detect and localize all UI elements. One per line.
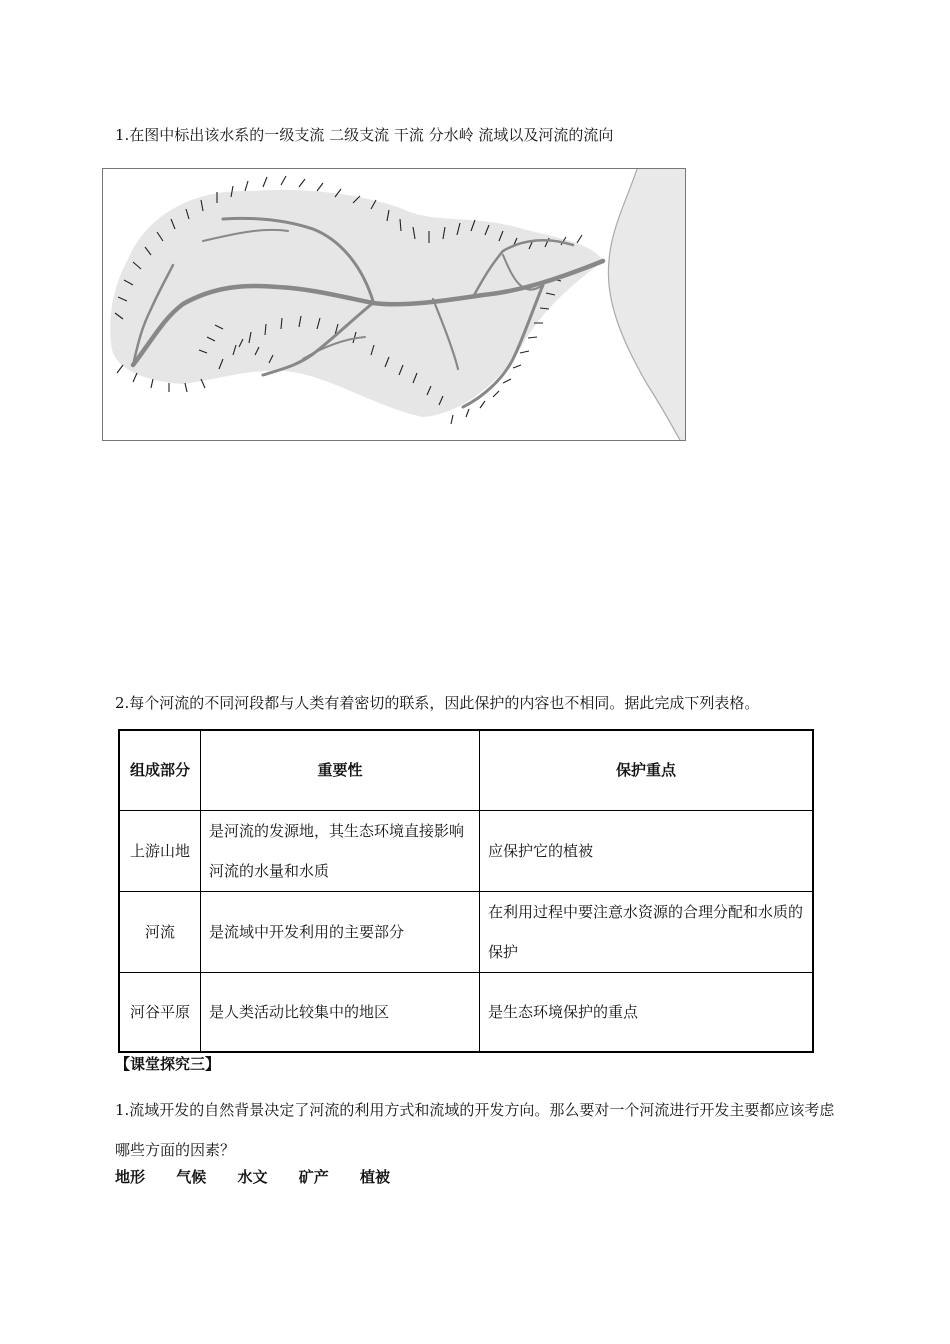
question-3: 1.流域开发的自然背景决定了河流的利用方式和流域的开发方向。那么要对一个河流进行开发主要都应该考虑哪些方面的因素？ [115,1101,835,1159]
factor-list [115,1166,416,1187]
table-cell: 是人类活动比较集中的地区 [201,972,480,1052]
table-cell: 上游山地 [119,810,201,891]
factor-item: 矿产 [298,1168,329,1186]
table-cell: 是流域中开发利用的主要部分 [201,891,480,972]
section-title: 【课堂探究三】 [115,1055,221,1073]
table-row [119,810,813,891]
river-system-map [102,168,686,441]
table-cell: 是生态环境保护的重点 [480,972,814,1052]
table-header-row [119,730,813,810]
table-row [119,891,813,972]
table-header: 保护重点 [480,730,814,810]
factor-item: 水文 [237,1168,268,1186]
table-cell: 在利用过程中要注意水资源的合理分配和水质的保护 [480,891,814,972]
table-row [119,972,813,1052]
question-1: 1.在图中标出该水系的一级支流 二级支流 干流 分水岭 流域以及河流的流向 [115,126,614,144]
river-section-table [118,729,814,1053]
table-cell: 是河流的发源地，其生态环境直接影响河流的水量和水质 [201,810,480,891]
table-header: 组成部分 [119,730,201,810]
table-header: 重要性 [201,730,480,810]
table-cell: 应保护它的植被 [480,810,814,891]
river-map-figure [103,169,686,441]
question-2: 2.每个河流的不同河段都与人类有着密切的联系，因此保护的内容也不相同。据此完成下列表格。 [115,694,760,712]
factor-item: 气候 [176,1168,207,1186]
factor-item: 植被 [360,1168,391,1186]
table-cell: 河流 [119,891,201,972]
factor-item: 地形 [115,1168,146,1186]
table-cell: 河谷平原 [119,972,201,1052]
